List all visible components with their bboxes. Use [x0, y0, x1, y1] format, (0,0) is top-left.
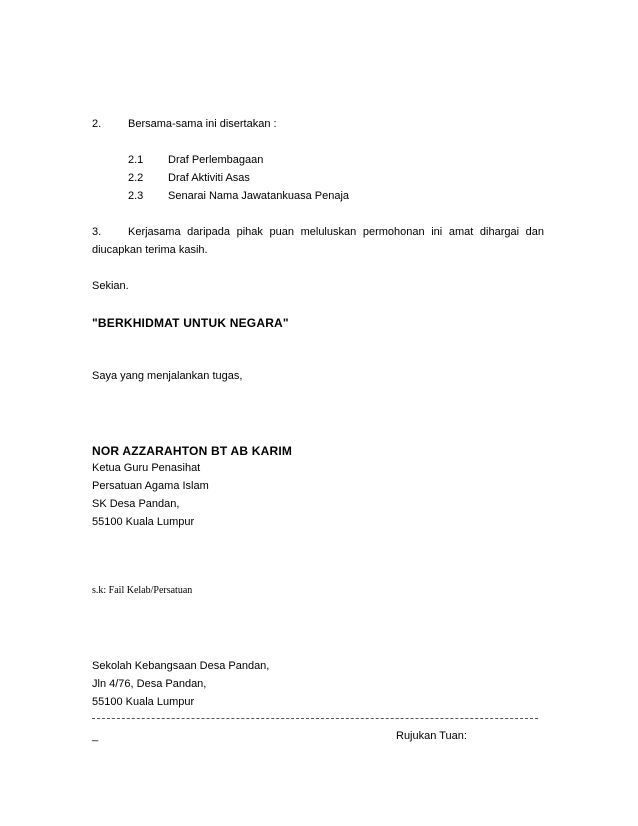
item-2-3-number: 2.3	[128, 190, 144, 202]
cc-note: s.k: Fail Kelab/Persatuan	[92, 585, 193, 596]
footer-school-name: Sekolah Kebangsaan Desa Pandan,	[92, 660, 270, 672]
footer-divider	[92, 718, 538, 719]
item-2-1-number: 2.1	[128, 154, 144, 166]
signoff-text: Saya yang menjalankan tugas,	[92, 370, 243, 382]
section-2-number: 2.	[92, 118, 102, 130]
closing-text: Sekian.	[92, 280, 129, 292]
footer-underscore: _	[92, 730, 99, 742]
section-2-text: Bersama-sama ini disertakan :	[128, 118, 277, 130]
signer-name: NOR AZZARAHTON BT AB KARIM	[92, 444, 293, 458]
signer-title: Ketua Guru Penasihat	[92, 462, 201, 474]
section-3-line-2: diucapkan terima kasih.	[92, 244, 208, 256]
footer-address: Jln 4/76, Desa Pandan,	[92, 678, 207, 690]
reference-label: Rujukan Tuan:	[396, 730, 467, 742]
signer-city: 55100 Kuala Lumpur	[92, 516, 195, 528]
signer-school: SK Desa Pandan,	[92, 498, 180, 510]
item-2-2-number: 2.2	[128, 172, 144, 184]
motto: "BERKHIDMAT UNTUK NEGARA"	[92, 316, 289, 330]
signer-organisation: Persatuan Agama Islam	[92, 480, 209, 492]
item-2-1-text: Draf Perlembagaan	[168, 154, 264, 166]
footer-city: 55100 Kuala Lumpur	[92, 696, 195, 708]
item-2-3-text: Senarai Nama Jawatankuasa Penaja	[168, 190, 350, 202]
section-3-line-1: Kerjasama daripada pihak puan meluluskan permohonan ini amat dihargai dan	[128, 226, 544, 238]
item-2-2-text: Draf Aktiviti Asas	[168, 172, 250, 184]
section-3-number: 3.	[92, 226, 102, 238]
